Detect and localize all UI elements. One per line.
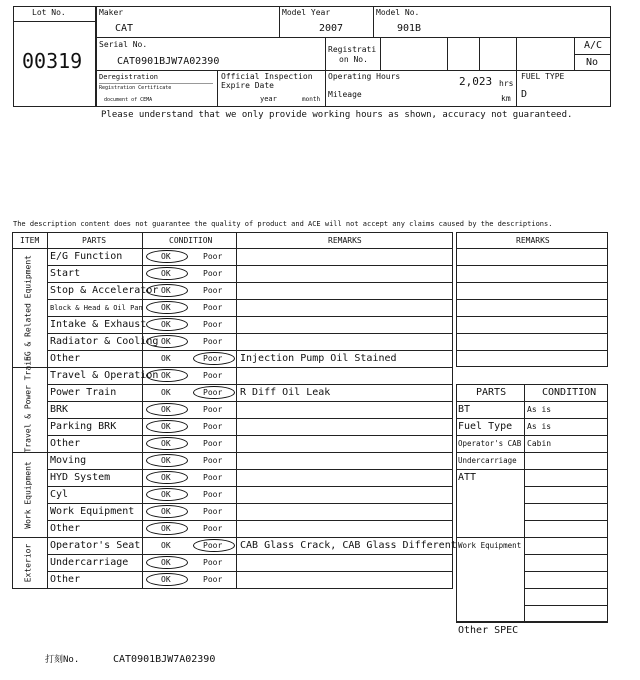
- right-condition-value: As is: [527, 405, 552, 414]
- ok-option[interactable]: OK: [161, 303, 171, 312]
- remark-text: R Diff Oil Leak: [240, 387, 331, 398]
- ok-circle-mark: [146, 250, 188, 263]
- part-label: HYD System: [50, 472, 111, 483]
- part-label: Block & Head & Oil Pan: [50, 304, 143, 312]
- part-label: Other: [50, 574, 81, 585]
- item-group-label: EG & Related Equipment: [23, 254, 32, 361]
- ok-option[interactable]: OK: [161, 558, 171, 567]
- poor-option[interactable]: Poor: [203, 371, 223, 380]
- disclaimer: The description content does not guarantee the quality of product and ACE will not accept any claims caused by the descriptions.: [13, 220, 553, 228]
- part-label: Other: [50, 353, 81, 364]
- col-parts-right: PARTS: [476, 387, 507, 398]
- part-label: Other: [50, 438, 81, 449]
- registration-label: Registrati: [328, 45, 377, 54]
- remark-text: Injection Pump Oil Stained: [240, 353, 397, 364]
- fuel-type-value: D: [521, 89, 528, 100]
- ok-circle-mark: [146, 284, 188, 297]
- remarks-title: REMARKS: [516, 236, 550, 245]
- poor-option[interactable]: Poor: [203, 354, 223, 363]
- ok-circle-mark: [146, 437, 188, 450]
- mileage-label: Mileage: [328, 90, 362, 99]
- ok-option[interactable]: OK: [161, 422, 171, 431]
- right-part-label: Fuel Type: [458, 421, 513, 432]
- poor-circle-mark: [193, 539, 235, 552]
- ok-option[interactable]: OK: [161, 405, 171, 414]
- ok-circle-mark: [146, 556, 188, 569]
- deregistration-label: Deregistration: [99, 73, 159, 81]
- ok-circle-mark: [146, 403, 188, 416]
- ok-circle-mark: [146, 335, 188, 348]
- part-label: Stop & Accelerator: [50, 285, 159, 296]
- ok-circle-mark: [146, 454, 188, 467]
- inspection-label: Official Inspection: [221, 72, 313, 81]
- right-part-label: Work Equipment: [458, 541, 522, 550]
- poor-option[interactable]: Poor: [203, 524, 223, 533]
- part-label: Cyl: [50, 489, 69, 500]
- part-label: Travel & Operation: [50, 370, 159, 381]
- ok-circle-mark: [146, 505, 188, 518]
- ok-option[interactable]: OK: [161, 354, 171, 363]
- poor-option[interactable]: Poor: [203, 388, 223, 397]
- poor-option[interactable]: Poor: [203, 575, 223, 584]
- right-part-label: Undercarriage: [458, 456, 517, 465]
- ok-option[interactable]: OK: [161, 320, 171, 329]
- poor-option[interactable]: Poor: [203, 558, 223, 567]
- right-condition-value: As is: [527, 422, 552, 431]
- ok-option[interactable]: OK: [161, 541, 171, 550]
- poor-option[interactable]: Poor: [203, 490, 223, 499]
- km-unit: km: [501, 94, 511, 103]
- year-label: year: [260, 95, 277, 103]
- part-label: Work Equipment: [50, 506, 135, 517]
- ok-option[interactable]: OK: [161, 252, 171, 261]
- poor-option[interactable]: Poor: [203, 337, 223, 346]
- item-group-label: Exterior: [23, 543, 32, 582]
- poor-option[interactable]: Poor: [203, 320, 223, 329]
- poor-option[interactable]: Poor: [203, 456, 223, 465]
- ok-circle-mark: [146, 420, 188, 433]
- maker-value: CAT: [115, 23, 134, 34]
- part-label: Power Train: [50, 387, 117, 398]
- ok-option[interactable]: OK: [161, 456, 171, 465]
- lot-label: Lot No.: [32, 8, 66, 17]
- poor-option[interactable]: Poor: [203, 507, 223, 516]
- poor-option[interactable]: Poor: [203, 286, 223, 295]
- poor-option[interactable]: Poor: [203, 439, 223, 448]
- part-label: Intake & Exhaust: [50, 319, 147, 330]
- serial-value: CAT0901BJW7A02390: [117, 56, 220, 67]
- hrs-unit: hrs: [499, 79, 514, 88]
- ok-option[interactable]: OK: [161, 439, 171, 448]
- hours-accuracy-note: Please understand that we only provide working hours as shown, accuracy not guaranteed.: [101, 110, 573, 120]
- part-label: Radiator & Cooling: [50, 336, 159, 347]
- registration-certificate-label: Registration Certificate: [99, 85, 172, 91]
- col-condition: CONDITION: [169, 236, 213, 245]
- part-label: Moving: [50, 455, 87, 466]
- operating-hours-value: 2,023: [459, 75, 493, 88]
- ok-option[interactable]: OK: [161, 524, 171, 533]
- cema-label: document of CEMA: [104, 97, 153, 103]
- poor-option[interactable]: Poor: [203, 269, 223, 278]
- ok-circle-mark: [146, 471, 188, 484]
- maker-label: Maker: [99, 8, 124, 17]
- poor-circle-mark: [193, 386, 235, 399]
- ok-circle-mark: [146, 369, 188, 382]
- ok-option[interactable]: OK: [161, 371, 171, 380]
- item-group-label: Work Equipment: [23, 460, 32, 529]
- registration-label-2: on No.: [339, 55, 368, 64]
- ok-option[interactable]: OK: [161, 269, 171, 278]
- remark-text: CAB Glass Crack, CAB Glass Different: [240, 540, 457, 551]
- poor-option[interactable]: Poor: [203, 303, 223, 312]
- stamp-label: 打刻No.: [45, 655, 80, 665]
- fuel-type-label: FUEL TYPE: [521, 72, 565, 81]
- ok-option[interactable]: OK: [161, 490, 171, 499]
- ok-option[interactable]: OK: [161, 286, 171, 295]
- right-part-label: ATT: [458, 472, 477, 483]
- model-year-value: 2007: [319, 23, 344, 34]
- model-no-label: Model No.: [376, 8, 420, 17]
- poor-option[interactable]: Poor: [203, 252, 223, 261]
- ok-option[interactable]: OK: [161, 388, 171, 397]
- ac-label: A/C: [584, 40, 603, 51]
- month-label: month: [302, 96, 321, 103]
- col-remarks: REMARKS: [328, 236, 362, 245]
- inspection-label-2: Expire Date: [221, 81, 274, 90]
- right-part-label: BT: [458, 404, 471, 415]
- part-label: Undercarriage: [50, 557, 129, 568]
- part-label: Other: [50, 523, 81, 534]
- poor-option[interactable]: Poor: [203, 422, 223, 431]
- right-condition-value: Cabin: [527, 439, 552, 448]
- poor-circle-mark: [193, 352, 235, 365]
- col-parts: PARTS: [82, 236, 107, 245]
- poor-option[interactable]: Poor: [203, 541, 223, 550]
- model-no-value: 901B: [397, 23, 422, 34]
- stamp-value: CAT0901BJW7A02390: [113, 654, 216, 665]
- col-condition-right: CONDITION: [542, 387, 597, 398]
- ok-circle-mark: [146, 573, 188, 586]
- lot-number: 00319: [22, 49, 83, 73]
- ok-circle-mark: [146, 488, 188, 501]
- col-item: ITEM: [20, 236, 40, 245]
- ac-value: No: [586, 57, 599, 68]
- part-label: Parking BRK: [50, 421, 117, 432]
- part-label: Start: [50, 268, 81, 279]
- serial-label: Serial No.: [99, 40, 148, 49]
- poor-option[interactable]: Poor: [203, 473, 223, 482]
- ok-circle-mark: [146, 301, 188, 314]
- model-year-label: Model Year: [282, 8, 331, 17]
- right-part-label: Operator's CAB: [458, 439, 522, 448]
- ok-option[interactable]: OK: [161, 473, 171, 482]
- ok-circle-mark: [146, 522, 188, 535]
- ok-circle-mark: [146, 318, 188, 331]
- part-label: Operator's Seat: [50, 540, 141, 551]
- part-label: BRK: [50, 404, 69, 415]
- item-group-label: Travel & Power Train: [23, 355, 32, 452]
- part-label: E/G Function: [50, 251, 123, 262]
- ok-option[interactable]: OK: [161, 575, 171, 584]
- ok-circle-mark: [146, 267, 188, 280]
- operating-hours-label: Operating Hours: [328, 72, 401, 81]
- ok-option[interactable]: OK: [161, 507, 171, 516]
- right-part-label: Other SPEC: [458, 625, 519, 636]
- poor-option[interactable]: Poor: [203, 405, 223, 414]
- ok-option[interactable]: OK: [161, 337, 171, 346]
